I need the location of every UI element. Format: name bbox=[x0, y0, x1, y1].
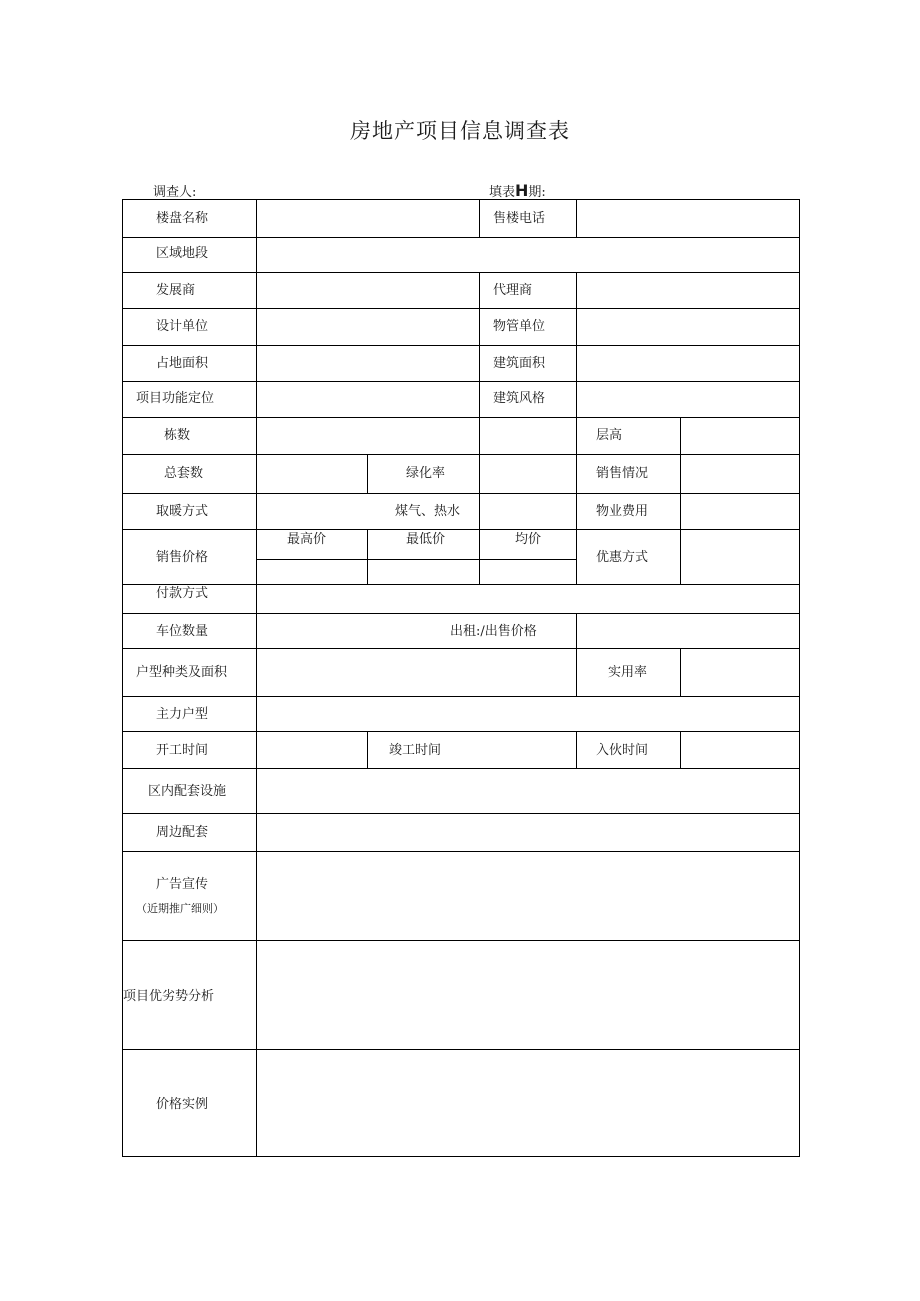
swot-input[interactable] bbox=[257, 941, 799, 1049]
surrounding-facilities-input[interactable] bbox=[257, 814, 799, 851]
label-advertising-note: （近期推广细则） bbox=[136, 902, 224, 915]
average-price-input[interactable] bbox=[480, 560, 576, 584]
green-rate-input[interactable] bbox=[480, 455, 576, 493]
label-sales-status: 销售情况 bbox=[596, 466, 649, 481]
label-building-count: 栋数 bbox=[164, 428, 191, 443]
label-total-units: 总套数 bbox=[164, 466, 204, 481]
label-land-area: 占地面积 bbox=[156, 356, 209, 371]
fill-date-label-pre: 填表 bbox=[489, 185, 516, 200]
function-positioning-input[interactable] bbox=[257, 382, 479, 417]
label-rent-sale-price: 出租:/出售价格 bbox=[450, 624, 537, 639]
label-lowest-price: 最低价 bbox=[406, 532, 446, 547]
label-area-location: 区域地段 bbox=[156, 246, 209, 261]
label-property-fee: 物业费用 bbox=[596, 504, 649, 519]
label-parking-count: 车位数量 bbox=[156, 624, 209, 639]
label-sales-phone: 售楼电话 bbox=[493, 211, 546, 226]
sales-phone-input[interactable] bbox=[577, 200, 799, 237]
property-mgmt-input[interactable] bbox=[577, 309, 799, 345]
label-usable-rate: 实用率 bbox=[608, 665, 648, 680]
rent-sale-price-input[interactable] bbox=[577, 614, 799, 648]
advertising-input[interactable] bbox=[257, 852, 799, 940]
completion-time-input[interactable] bbox=[463, 732, 576, 768]
developer-input[interactable] bbox=[257, 273, 479, 308]
payment-method-input[interactable] bbox=[257, 585, 799, 613]
property-fee-input[interactable] bbox=[681, 494, 799, 529]
column-divider bbox=[576, 731, 577, 768]
lowest-price-input[interactable] bbox=[368, 560, 479, 584]
usable-rate-input[interactable] bbox=[681, 649, 799, 696]
investigator-label: 调查人: bbox=[153, 185, 197, 200]
label-price-examples: 价格实例 bbox=[156, 1097, 209, 1112]
label-sales-price: 销售价格 bbox=[156, 550, 209, 565]
label-highest-price: 最高价 bbox=[287, 532, 327, 547]
label-agent: 代理商 bbox=[493, 283, 533, 298]
building-count-input[interactable] bbox=[257, 418, 479, 454]
agent-input[interactable] bbox=[577, 273, 799, 308]
label-average-price: 均价 bbox=[515, 532, 542, 547]
building-style-input[interactable] bbox=[577, 382, 799, 417]
land-area-input[interactable] bbox=[257, 346, 479, 381]
fill-date-label-h: H bbox=[515, 181, 529, 200]
label-completion-time: 竣工时间 bbox=[389, 743, 442, 758]
column-divider bbox=[576, 648, 577, 696]
label-internal-facilities: 区内配套设施 bbox=[148, 784, 227, 799]
parking-count-input[interactable] bbox=[257, 614, 445, 648]
survey-form bbox=[122, 199, 800, 1157]
page-title: 房地产项目信息调查表 bbox=[350, 119, 570, 143]
label-green-rate: 绿化率 bbox=[406, 466, 446, 481]
fill-date-label-post: 期: bbox=[528, 185, 546, 200]
project-name-input[interactable] bbox=[257, 200, 479, 237]
label-developer: 发展商 bbox=[156, 283, 196, 298]
label-advertising: 广告宣传 bbox=[156, 877, 209, 892]
label-function-positioning: 项目功能定位 bbox=[136, 391, 215, 406]
column-divider bbox=[367, 731, 368, 768]
label-move-in-time: 入伙时间 bbox=[596, 743, 649, 758]
fill-date-label bbox=[489, 181, 546, 200]
label-heating-method: 取暖方式 bbox=[156, 504, 209, 519]
label-project-name: 楼盘名称 bbox=[156, 211, 209, 226]
column-divider bbox=[576, 417, 577, 584]
label-design-unit: 设计单位 bbox=[156, 319, 209, 334]
label-discount-method: 优惠方式 bbox=[596, 550, 649, 565]
column-divider bbox=[479, 272, 480, 417]
label-unit-types-area: 户型种类及面积 bbox=[136, 665, 228, 680]
building-area-input[interactable] bbox=[577, 346, 799, 381]
column-divider bbox=[367, 454, 368, 493]
area-location-input[interactable] bbox=[257, 238, 799, 272]
label-surrounding-facilities: 周边配套 bbox=[156, 825, 209, 840]
unit-types-area-input[interactable] bbox=[257, 649, 576, 696]
label-floor-height: 层高 bbox=[596, 428, 623, 443]
label-main-unit-type: 主力户型 bbox=[156, 707, 209, 722]
start-time-input[interactable] bbox=[257, 732, 367, 768]
total-units-input[interactable] bbox=[257, 455, 367, 493]
label-property-mgmt: 物管单位 bbox=[493, 319, 546, 334]
move-in-time-input[interactable] bbox=[681, 732, 799, 768]
price-examples-input[interactable] bbox=[257, 1050, 799, 1156]
label-building-style: 建筑风格 bbox=[493, 391, 546, 406]
floor-height-input[interactable] bbox=[681, 418, 799, 454]
label-start-time: 开工时间 bbox=[156, 743, 209, 758]
column-divider bbox=[479, 200, 480, 237]
internal-facilities-input[interactable] bbox=[257, 769, 799, 813]
design-unit-input[interactable] bbox=[257, 309, 479, 345]
discount-method-input[interactable] bbox=[681, 530, 799, 584]
main-unit-type-input[interactable] bbox=[257, 697, 799, 731]
column-divider bbox=[479, 417, 480, 584]
value-heating: 煤气、热水 bbox=[395, 504, 461, 519]
highest-price-input[interactable] bbox=[257, 560, 367, 584]
sales-status-input[interactable] bbox=[681, 455, 799, 493]
label-payment-method: 付款方式 bbox=[156, 586, 209, 601]
label-swot: 项目优劣势分析 bbox=[123, 989, 215, 1004]
label-building-area: 建筑面积 bbox=[493, 356, 546, 371]
